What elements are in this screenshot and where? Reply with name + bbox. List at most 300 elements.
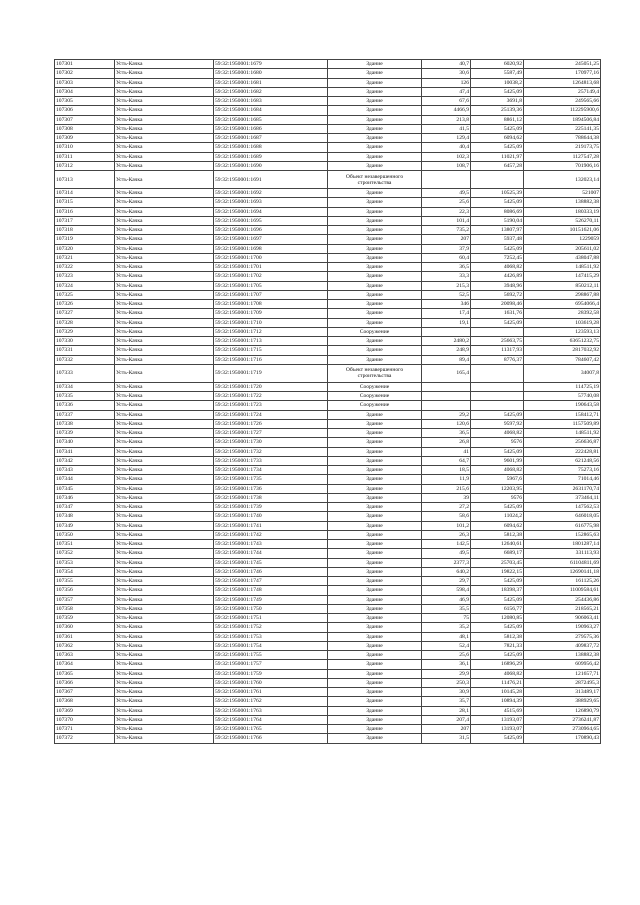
cadastral-value-cell: 2817032,92 <box>524 346 601 355</box>
cadastral-number-cell: 59:32:1950001:1754 <box>214 641 328 650</box>
unit-value-cell: 4068,82 <box>471 429 524 438</box>
record-number-cell: 107352 <box>55 549 115 558</box>
cadastral-value-cell: 12690141,18 <box>524 567 601 576</box>
object-type-cell: Здание <box>328 429 422 438</box>
object-type-cell: Здание <box>328 337 422 346</box>
locality-cell: Усть-Качка <box>115 419 214 428</box>
area-cell: 41 <box>422 447 471 456</box>
cadastral-number-cell: 59:32:1950001:1759 <box>214 669 328 678</box>
record-number-cell: 107317 <box>55 216 115 225</box>
unit-value-cell: 5425,09 <box>471 198 524 207</box>
record-number-cell: 107309 <box>55 134 115 143</box>
record-number-cell: 107331 <box>55 346 115 355</box>
unit-value-cell: 5587,49 <box>471 69 524 78</box>
unit-value-cell: 1631,76 <box>471 309 524 318</box>
area-cell: 598,4 <box>422 586 471 595</box>
cadastral-number-cell: 59:32:1950001:1680 <box>214 69 328 78</box>
cadastral-number-cell: 59:32:1950001:1738 <box>214 493 328 502</box>
cadastral-value-cell: 222428,81 <box>524 447 601 456</box>
table-row <box>55 290 601 299</box>
cadastral-value-cell: 225141,35 <box>524 124 601 133</box>
cadastral-value-cell: 298867,88 <box>524 290 601 299</box>
unit-value-cell: 11476,21 <box>471 678 524 687</box>
cadastral-value-cell: 1157509,89 <box>524 419 601 428</box>
table-row <box>55 660 601 669</box>
record-number-cell: 107327 <box>55 309 115 318</box>
record-number-cell: 107372 <box>55 734 115 743</box>
record-number-cell: 107326 <box>55 300 115 309</box>
record-number-cell: 107322 <box>55 263 115 272</box>
cadastral-number-cell: 59:32:1950001:1705 <box>214 281 328 290</box>
record-number-cell: 107344 <box>55 475 115 484</box>
area-cell: 49,5 <box>422 189 471 198</box>
cadastral-value-cell: 132023,14 <box>524 171 601 189</box>
object-type-cell: Здание <box>328 688 422 697</box>
cadastral-number-cell: 59:32:1950001:1763 <box>214 706 328 715</box>
unit-value-cell: 5425,09 <box>471 410 524 419</box>
object-type-cell: Здание <box>328 97 422 106</box>
table-row <box>55 438 601 447</box>
locality-cell: Усть-Качка <box>115 503 214 512</box>
record-number-cell: 107343 <box>55 466 115 475</box>
record-number-cell: 107357 <box>55 595 115 604</box>
cadastral-value-cell: 147415,29 <box>524 272 601 281</box>
locality-cell: Усть-Качка <box>115 401 214 410</box>
cadastral-value-cell: 256636,87 <box>524 438 601 447</box>
object-type-cell: Здание <box>328 614 422 623</box>
cadastral-number-cell: 59:32:1950001:1692 <box>214 189 328 198</box>
table-row <box>55 318 601 327</box>
cadastral-value-cell: 1894506,84 <box>524 115 601 124</box>
cadastral-number-cell: 59:32:1950001:1695 <box>214 216 328 225</box>
locality-cell: Усть-Качка <box>115 484 214 493</box>
area-cell: 60,4 <box>422 253 471 262</box>
unit-value-cell: 4068,82 <box>471 466 524 475</box>
table-row <box>55 226 601 235</box>
object-type-cell: Здание <box>328 669 422 678</box>
area-cell: 29,2 <box>422 410 471 419</box>
record-number-cell: 107333 <box>55 364 115 382</box>
locality-cell: Усть-Качка <box>115 475 214 484</box>
unit-value-cell: 18398,37 <box>471 586 524 595</box>
cadastral-number-cell: 59:32:1950001:1682 <box>214 87 328 96</box>
table-row <box>55 688 601 697</box>
unit-value-cell: 5425,09 <box>471 503 524 512</box>
cadastral-number-cell: 59:32:1950001:1726 <box>214 419 328 428</box>
object-type-cell: Здание <box>328 512 422 521</box>
record-number-cell: 107303 <box>55 78 115 87</box>
cadastral-value-cell: 75273,16 <box>524 466 601 475</box>
cadastral-number-cell: 59:32:1950001:1696 <box>214 226 328 235</box>
cadastral-value-cell: 121657,71 <box>524 669 601 678</box>
cadastral-value-cell: 114725,19 <box>524 382 601 391</box>
record-number-cell: 107315 <box>55 198 115 207</box>
object-type-cell: Здание <box>328 734 422 743</box>
cadastral-value-cell: 219173,75 <box>524 143 601 152</box>
table-row <box>55 697 601 706</box>
record-number-cell: 107308 <box>55 124 115 133</box>
object-type-cell: Здание <box>328 290 422 299</box>
unit-value-cell: 5692,72 <box>471 290 524 299</box>
record-number-cell: 107319 <box>55 235 115 244</box>
locality-cell: Усть-Качка <box>115 97 214 106</box>
locality-cell: Усть-Качка <box>115 346 214 355</box>
unit-value-cell: 20098,46 <box>471 300 524 309</box>
area-cell: 207,4 <box>422 715 471 724</box>
area-cell: 37,9 <box>422 244 471 253</box>
record-number-cell: 107368 <box>55 697 115 706</box>
unit-value-cell: 5425,09 <box>471 651 524 660</box>
locality-cell: Усть-Качка <box>115 410 214 419</box>
table-row <box>55 540 601 549</box>
cadastral-number-cell: 59:32:1950001:1701 <box>214 263 328 272</box>
cadastral-value-cell: 373464,11 <box>524 493 601 502</box>
table-row <box>55 87 601 96</box>
area-cell: 35,7 <box>422 697 471 706</box>
table-row <box>55 669 601 678</box>
object-type-cell: Здание <box>328 475 422 484</box>
record-number-cell: 107328 <box>55 318 115 327</box>
area-cell: 165,4 <box>422 364 471 382</box>
cadastral-value-cell: 609956,42 <box>524 660 601 669</box>
object-type-cell: Здание <box>328 216 422 225</box>
unit-value-cell: 25663,75 <box>471 337 524 346</box>
table-row <box>55 567 601 576</box>
area-cell: 250,3 <box>422 678 471 687</box>
cadastral-number-cell: 59:32:1950001:1709 <box>214 309 328 318</box>
cadastral-number-cell: 59:32:1950001:1745 <box>214 558 328 567</box>
locality-cell: Усть-Качка <box>115 355 214 364</box>
cadastral-number-cell: 59:32:1950001:1688 <box>214 143 328 152</box>
table-row <box>55 419 601 428</box>
locality-cell: Усть-Качка <box>115 87 214 96</box>
record-number-cell: 107355 <box>55 577 115 586</box>
locality-cell: Усть-Качка <box>115 512 214 521</box>
area-cell <box>422 392 471 401</box>
cadastral-value-cell: 161125,26 <box>524 577 601 586</box>
object-type-cell: Здание <box>328 706 422 715</box>
cadastral-value-cell: 123593,13 <box>524 327 601 336</box>
table-row <box>55 216 601 225</box>
cadastral-value-cell: 61104811,69 <box>524 558 601 567</box>
record-number-cell: 107362 <box>55 641 115 650</box>
area-cell: 35,5 <box>422 604 471 613</box>
unit-value-cell: 5190,04 <box>471 216 524 225</box>
table-row <box>55 244 601 253</box>
area-cell: 40,4 <box>422 143 471 152</box>
object-type-cell: Здание <box>328 198 422 207</box>
object-type-cell: Здание <box>328 678 422 687</box>
cadastral-value-cell: 616775,98 <box>524 521 601 530</box>
unit-value-cell: 13193,07 <box>471 715 524 724</box>
object-type-cell: Здание <box>328 493 422 502</box>
area-cell: 18,5 <box>422 466 471 475</box>
object-type-cell: Здание <box>328 161 422 170</box>
cadastral-value-cell: 2736241,87 <box>524 715 601 724</box>
locality-cell: Усть-Качка <box>115 392 214 401</box>
record-number-cell: 107353 <box>55 558 115 567</box>
object-type-cell: Здание <box>328 263 422 272</box>
table-row <box>55 456 601 465</box>
table-row <box>55 678 601 687</box>
area-cell: 108,7 <box>422 161 471 170</box>
unit-value-cell: 10038,2 <box>471 78 524 87</box>
cadastral-number-cell: 59:32:1950001:1765 <box>214 725 328 734</box>
cadastral-value-cell: 103619,28 <box>524 318 601 327</box>
area-cell: 36,5 <box>422 263 471 272</box>
cadastral-number-cell: 59:32:1950001:1766 <box>214 734 328 743</box>
locality-cell: Усть-Качка <box>115 244 214 253</box>
unit-value-cell: 25139,36 <box>471 106 524 115</box>
record-number-cell: 107336 <box>55 401 115 410</box>
table-row <box>55 595 601 604</box>
cadastral-number-cell: 59:32:1950001:1690 <box>214 161 328 170</box>
locality-cell: Усть-Качка <box>115 226 214 235</box>
unit-value-cell: 25703,45 <box>471 558 524 567</box>
area-cell: 31,5 <box>422 734 471 743</box>
unit-value-cell: 5425,09 <box>471 318 524 327</box>
object-type-cell: Здание <box>328 253 422 262</box>
record-number-cell: 107341 <box>55 447 115 456</box>
cadastral-value-cell: 11009584,61 <box>524 586 601 595</box>
table-row <box>55 152 601 161</box>
table-row <box>55 623 601 632</box>
cadastral-number-cell: 59:32:1950001:1722 <box>214 392 328 401</box>
area-cell: 36,5 <box>422 429 471 438</box>
unit-value-cell: 3691,8 <box>471 97 524 106</box>
cadastral-number-cell: 59:32:1950001:1687 <box>214 134 328 143</box>
area-cell: 28,1 <box>422 706 471 715</box>
table-row <box>55 503 601 512</box>
locality-cell: Усть-Качка <box>115 678 214 687</box>
cadastral-value-cell: 180333,19 <box>524 207 601 216</box>
object-type-cell: Здание <box>328 272 422 281</box>
unit-value-cell: 4426,89 <box>471 272 524 281</box>
area-cell: 213,8 <box>422 115 471 124</box>
cadastral-value-cell: 126890,79 <box>524 706 601 715</box>
record-number-cell: 107310 <box>55 143 115 152</box>
area-cell: 30,6 <box>422 69 471 78</box>
record-number-cell: 107307 <box>55 115 115 124</box>
locality-cell: Усть-Качка <box>115 614 214 623</box>
locality-cell: Усть-Качка <box>115 632 214 641</box>
cadastral-value-cell: 57740,08 <box>524 392 601 401</box>
unit-value-cell: 12640,61 <box>471 540 524 549</box>
unit-value-cell: 8086,69 <box>471 207 524 216</box>
object-type-cell: Здание <box>328 410 422 419</box>
area-cell: 735,2 <box>422 226 471 235</box>
table-row <box>55 475 601 484</box>
area-cell: 248,9 <box>422 346 471 355</box>
area-cell: 102,3 <box>422 152 471 161</box>
record-number-cell: 107360 <box>55 623 115 632</box>
area-cell: 101,4 <box>422 216 471 225</box>
cadastral-number-cell: 59:32:1950001:1713 <box>214 337 328 346</box>
area-cell: 58,6 <box>422 512 471 521</box>
cadastral-value-cell: 34007,8 <box>524 364 601 382</box>
table-row <box>55 60 601 69</box>
record-number-cell: 107325 <box>55 290 115 299</box>
cadastral-number-cell: 59:32:1950001:1730 <box>214 438 328 447</box>
record-number-cell: 107358 <box>55 604 115 613</box>
cadastral-value-cell: 313489,17 <box>524 688 601 697</box>
cadastral-value-cell: 1229059 <box>524 235 601 244</box>
area-cell: 64,7 <box>422 456 471 465</box>
cadastral-value-cell: 112295900,6 <box>524 106 601 115</box>
area-cell: 67,6 <box>422 97 471 106</box>
area-cell: 29,9 <box>422 669 471 678</box>
table-row <box>55 106 601 115</box>
object-type-cell: Здание <box>328 235 422 244</box>
table-row <box>55 263 601 272</box>
area-cell: 27,2 <box>422 503 471 512</box>
table-row <box>55 493 601 502</box>
cadastral-number-cell: 59:32:1950001:1684 <box>214 106 328 115</box>
cadastral-number-cell: 59:32:1950001:1750 <box>214 604 328 613</box>
object-type-cell: Здание <box>328 641 422 650</box>
object-type-cell: Здание <box>328 660 422 669</box>
unit-value-cell: 5425,09 <box>471 143 524 152</box>
record-number-cell: 107332 <box>55 355 115 364</box>
record-number-cell: 107351 <box>55 540 115 549</box>
locality-cell: Усть-Качка <box>115 189 214 198</box>
record-number-cell: 107359 <box>55 614 115 623</box>
cadastral-value-cell: 279575,36 <box>524 632 601 641</box>
table-row <box>55 512 601 521</box>
area-cell: 26,3 <box>422 530 471 539</box>
area-cell: 52,5 <box>422 290 471 299</box>
table-row <box>55 272 601 281</box>
cadastral-value-cell: 190643,58 <box>524 401 601 410</box>
locality-cell: Усть-Качка <box>115 697 214 706</box>
locality-cell: Усть-Качка <box>115 263 214 272</box>
unit-value-cell: 9576 <box>471 438 524 447</box>
locality-cell: Усть-Качка <box>115 429 214 438</box>
cadastral-number-cell: 59:32:1950001:1741 <box>214 521 328 530</box>
unit-value-cell: 8776,37 <box>471 355 524 364</box>
table-row <box>55 549 601 558</box>
record-number-cell: 107370 <box>55 715 115 724</box>
area-cell: 36,1 <box>422 660 471 669</box>
table-row <box>55 706 601 715</box>
record-number-cell: 107334 <box>55 382 115 391</box>
object-type-cell: Здание <box>328 447 422 456</box>
record-number-cell: 107350 <box>55 530 115 539</box>
cadastral-value-cell: 138882,38 <box>524 651 601 660</box>
area-cell: 47,4 <box>422 87 471 96</box>
locality-cell: Усть-Качка <box>115 290 214 299</box>
cadastral-value-cell: 254436,86 <box>524 595 601 604</box>
cadastral-value-cell: 170977,16 <box>524 69 601 78</box>
cadastral-value-cell: 784607,42 <box>524 355 601 364</box>
locality-cell: Усть-Качка <box>115 558 214 567</box>
object-type-cell: Здание <box>328 60 422 69</box>
locality-cell: Усть-Качка <box>115 253 214 262</box>
object-type-cell: Здание <box>328 577 422 586</box>
unit-value-cell: 10145,28 <box>471 688 524 697</box>
area-cell: 26,8 <box>422 438 471 447</box>
locality-cell: Усть-Качка <box>115 309 214 318</box>
table-row <box>55 124 601 133</box>
cadastral-number-cell: 59:32:1950001:1712 <box>214 327 328 336</box>
object-type-cell: Здание <box>328 300 422 309</box>
area-cell: 75 <box>422 614 471 623</box>
record-number-cell: 107349 <box>55 521 115 530</box>
locality-cell: Усть-Качка <box>115 115 214 124</box>
cadastral-number-cell: 59:32:1950001:1752 <box>214 623 328 632</box>
cadastral-value-cell: 249565,66 <box>524 97 601 106</box>
unit-value-cell: 9601,99 <box>471 456 524 465</box>
object-type-cell: Здание <box>328 466 422 475</box>
unit-value-cell: 11021,97 <box>471 152 524 161</box>
area-cell: 215,6 <box>422 484 471 493</box>
area-cell: 52,4 <box>422 641 471 650</box>
cadastral-value-cell: 138882,38 <box>524 198 601 207</box>
cadastral-number-cell: 59:32:1950001:1753 <box>214 632 328 641</box>
unit-value-cell: 5425,09 <box>471 623 524 632</box>
area-cell: 35,2 <box>422 623 471 632</box>
unit-value-cell: 9597,92 <box>471 419 524 428</box>
cadastral-number-cell: 59:32:1950001:1743 <box>214 540 328 549</box>
table-row <box>55 346 601 355</box>
table-row <box>55 161 601 170</box>
record-number-cell: 107339 <box>55 429 115 438</box>
area-cell: 640,2 <box>422 567 471 576</box>
unit-value-cell: 5425,09 <box>471 577 524 586</box>
unit-value-cell: 5967,6 <box>471 475 524 484</box>
table-row <box>55 632 601 641</box>
locality-cell: Усть-Качка <box>115 198 214 207</box>
area-cell: 4466,9 <box>422 106 471 115</box>
cadastral-number-cell: 59:32:1950001:1736 <box>214 484 328 493</box>
record-number-cell: 107305 <box>55 97 115 106</box>
unit-value-cell: 8861,12 <box>471 115 524 124</box>
table-row <box>55 715 601 724</box>
area-cell: 2377,3 <box>422 558 471 567</box>
cadastral-value-cell: 1801287,14 <box>524 540 601 549</box>
unit-value-cell: 6689,17 <box>471 549 524 558</box>
cadastral-number-cell: 59:32:1950001:1734 <box>214 466 328 475</box>
locality-cell: Усть-Качка <box>115 493 214 502</box>
object-type-cell: Здание <box>328 715 422 724</box>
unit-value-cell <box>471 364 524 382</box>
object-type-cell: Здание <box>328 355 422 364</box>
area-cell: 129,4 <box>422 134 471 143</box>
cadastral-number-cell: 59:32:1950001:1716 <box>214 355 328 364</box>
table-row <box>55 235 601 244</box>
record-number-cell: 107361 <box>55 632 115 641</box>
record-number-cell: 107348 <box>55 512 115 521</box>
cadastral-value-cell: 2872495,3 <box>524 678 601 687</box>
cadastral-value-cell: 245051,25 <box>524 60 601 69</box>
record-number-cell: 107313 <box>55 171 115 189</box>
unit-value-cell: 4515,69 <box>471 706 524 715</box>
table-row <box>55 392 601 401</box>
area-cell: 120,6 <box>422 419 471 428</box>
locality-cell: Усть-Качка <box>115 272 214 281</box>
locality-cell: Усть-Качка <box>115 623 214 632</box>
cadastral-number-cell: 59:32:1950001:1720 <box>214 382 328 391</box>
cadastral-value-cell: 701906,16 <box>524 161 601 170</box>
object-type-cell: Здание <box>328 318 422 327</box>
unit-value-cell: 7252,45 <box>471 253 524 262</box>
locality-cell: Усть-Качка <box>115 549 214 558</box>
unit-value-cell: 6020,92 <box>471 60 524 69</box>
cadastral-number-cell: 59:32:1950001:1689 <box>214 152 328 161</box>
area-cell <box>422 327 471 336</box>
object-type-cell: Здание <box>328 226 422 235</box>
unit-value-cell: 6094,62 <box>471 134 524 143</box>
